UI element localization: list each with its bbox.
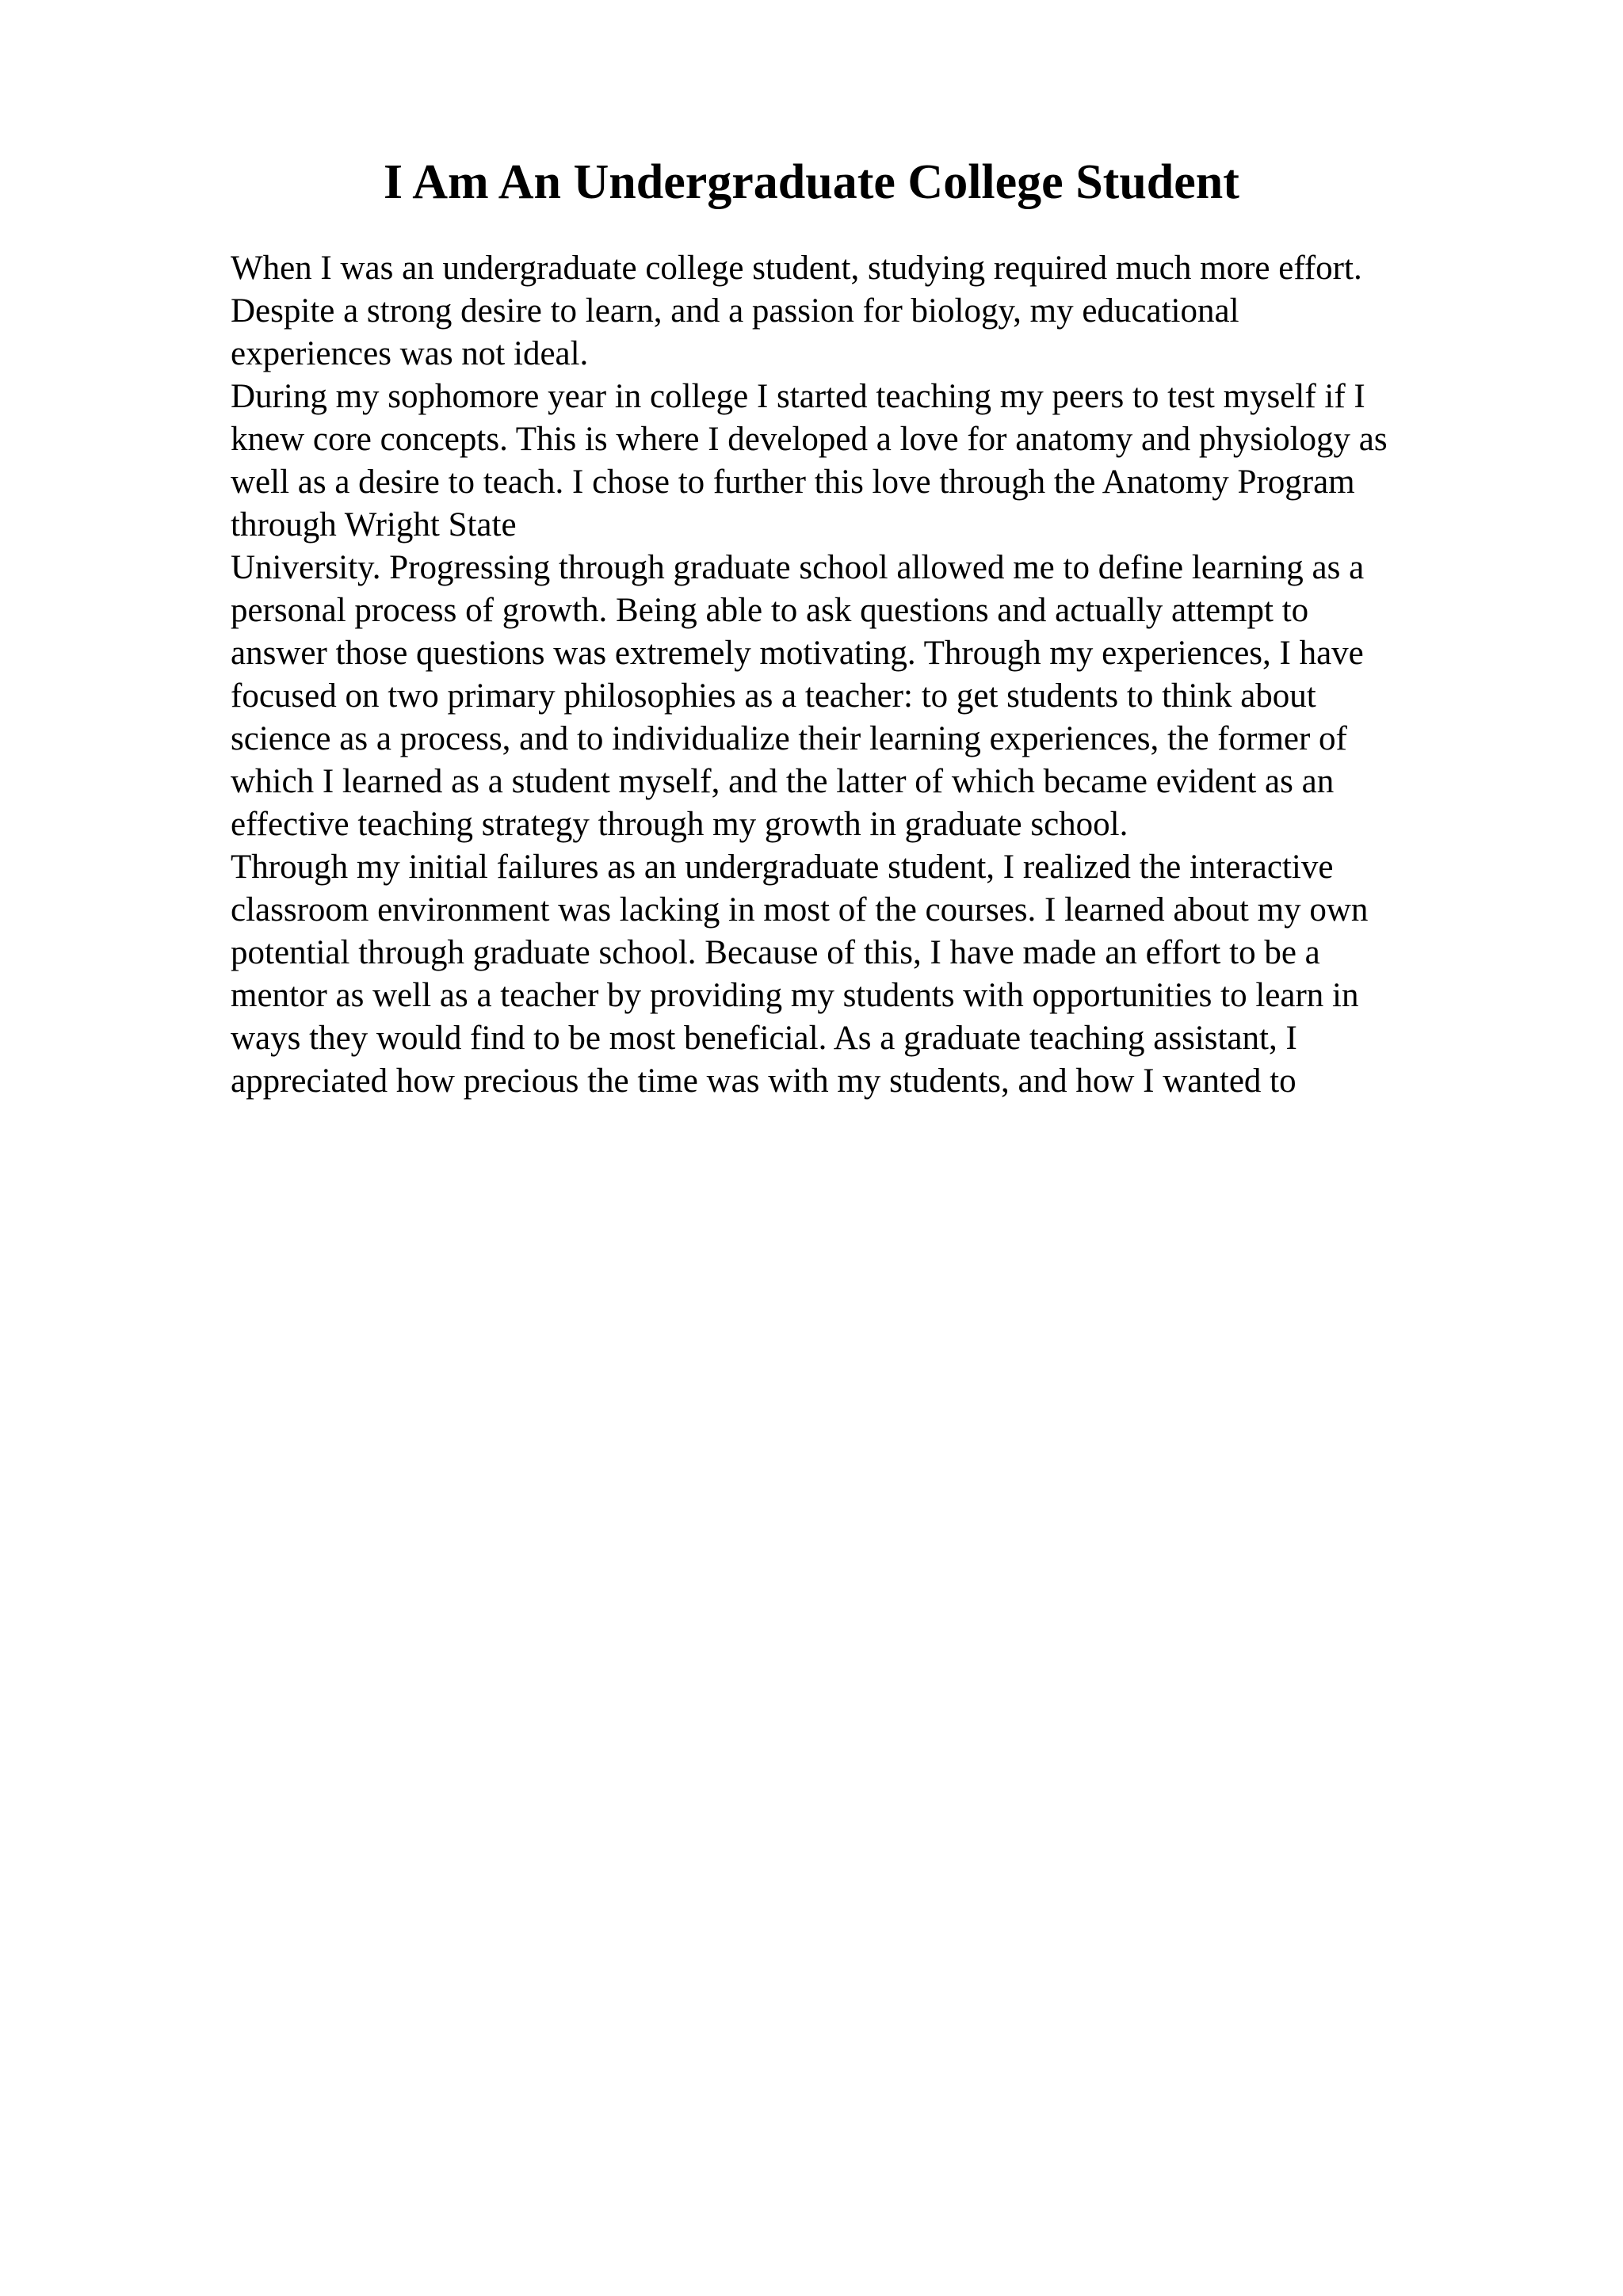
body-line: personal process of growth. Being able to ask questions and actually attempt to <box>231 592 1309 629</box>
body-line: experiences was not ideal. <box>231 335 589 372</box>
body-line: ways they would find to be most beneficial. As a graduate teaching assistant, I <box>231 1020 1297 1057</box>
body-line: potential through graduate school. Because of this, I have made an effort to be a <box>231 934 1320 971</box>
body-line: During my sophomore year in college I started teaching my peers to test myself if I <box>231 378 1365 415</box>
body-line: science as a process, and to individualize their learning experiences, the former of <box>231 720 1347 757</box>
body-line: University. Progressing through graduate school allowed me to define learning as a <box>231 549 1365 586</box>
body-line: knew core concepts. This is where I developed a love for anatomy and physiology as <box>231 421 1388 458</box>
body-line: Through my initial failures as an undergraduate student, I realized the interactive <box>231 849 1334 886</box>
body-line: When I was an undergraduate college student, studying required much more effort. <box>231 250 1362 287</box>
body-line: effective teaching strategy through my growth in graduate school. <box>231 806 1128 843</box>
body-line: through Wright State <box>231 506 517 543</box>
body-line: which I learned as a student myself, and the latter of which became evident as an <box>231 763 1335 800</box>
body-line: classroom environment was lacking in most of the courses. I learned about my own <box>231 891 1369 929</box>
body-line: Despite a strong desire to learn, and a passion for biology, my educational <box>231 292 1239 330</box>
body-line: answer those questions was extremely motivating. Through my experiences, I have <box>231 635 1364 672</box>
body-line: well as a desire to teach. I chose to further this love through the Anatomy Program <box>231 463 1355 501</box>
body-line: focused on two primary philosophies as a teacher: to get students to think about <box>231 677 1316 715</box>
body-line: appreciated how precious the time was with my students, and how I wanted to <box>231 1062 1296 1100</box>
body-line: mentor as well as a teacher by providing my students with opportunities to learn in <box>231 977 1359 1014</box>
document-body <box>231 247 1562 1103</box>
document-title: I Am An Undergraduate College Student <box>384 155 1239 209</box>
